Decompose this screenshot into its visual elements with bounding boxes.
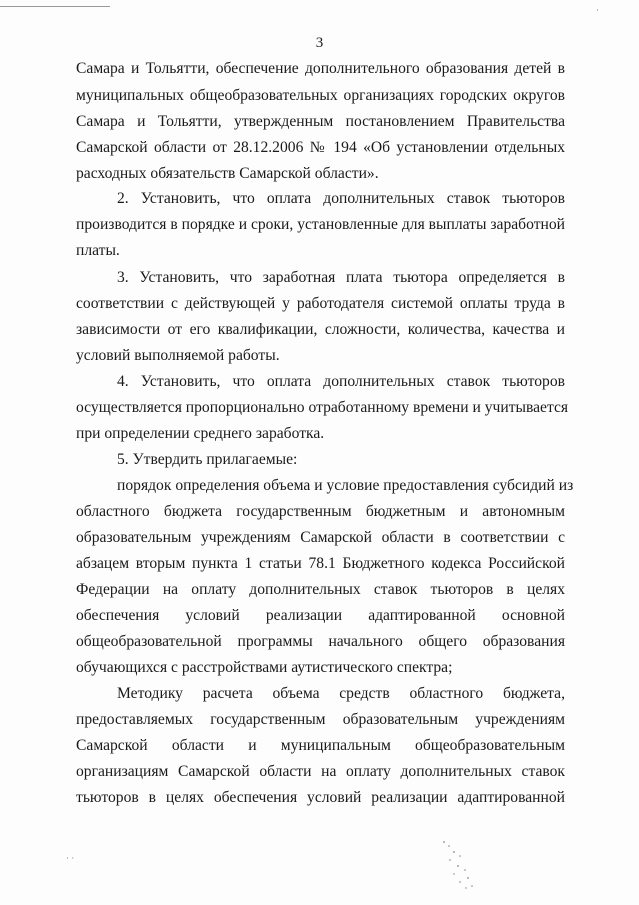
scan-speck: · · xyxy=(66,853,75,863)
text-line: производится в порядке и сроки, установленные для выплаты заработной xyxy=(76,216,565,233)
text-line: Методику расчета объема средств областного бюджета, xyxy=(117,685,565,702)
text-line: Самара и Тольятти, утвержденным постановлением Правительства xyxy=(76,113,565,130)
text-line: при определении среднего заработка. xyxy=(76,425,325,442)
text-line: областного бюджета государственным бюджетным и автономным xyxy=(76,503,565,520)
text-line: организациям Самарской области на оплату дополнительных ставок xyxy=(76,763,565,780)
page-number: 3 xyxy=(315,35,324,51)
text-line: Федерации на оплату дополнительных ставок тьюторов в целях xyxy=(76,581,565,598)
text-line: платы. xyxy=(76,242,120,259)
text-line: 3. Установить, что заработная плата тьютора определяется в xyxy=(117,269,565,286)
text-line: соответствии с действующей у работодателя системой оплаты труда в xyxy=(76,295,565,312)
text-line: 5. Утвердить прилагаемые: xyxy=(117,451,298,468)
scan-noise-graphic xyxy=(440,838,490,894)
text-line: Самарской области и муниципальным общеобразовательным xyxy=(76,737,565,754)
text-line: Самарской области от 28.12.2006 № 194 «Об установлении отдельных xyxy=(76,139,565,156)
text-line: осуществляется пропорционально отработанному времени и учитывается xyxy=(76,399,569,416)
text-line: образовательным учреждениям Самарской области в соответствии с xyxy=(76,529,565,546)
text-line: обеспечения условий реализации адаптированной основной xyxy=(76,607,565,624)
text-line: абзацем вторым пункта 1 статьи 78.1 Бюджетного кодекса Российской xyxy=(76,555,565,572)
scan-speck xyxy=(440,838,490,896)
text-line: 2. Установить, что оплата дополнительных ставок тьюторов xyxy=(117,190,565,207)
text-line: тьюторов в целях обеспечения условий реализации адаптированной xyxy=(76,789,565,806)
text-line: зависимости от его квалификации, сложности, количества, качества и xyxy=(76,321,565,338)
text-line: Самара и Тольятти, обеспечение дополнительного образования детей в xyxy=(76,60,565,77)
text-line: расходных обязательств Самарской области». xyxy=(76,165,379,182)
text-line: порядок определения объема и условие предоставления субсидий из xyxy=(117,477,574,494)
text-line: предоставляемых государственным образовательным учреждениям xyxy=(76,711,565,728)
scan-edge-line xyxy=(0,6,110,7)
text-line: обучающихся с расстройствами аутистического спектра; xyxy=(76,659,453,676)
text-line: муниципальных общеобразовательных организациях городских округов xyxy=(76,87,565,104)
text-line: 4. Установить, что оплата дополнительных ставок тьюторов xyxy=(117,373,565,390)
text-line: условий выполняемой работы. xyxy=(76,347,280,364)
scan-speck: · xyxy=(596,5,599,15)
text-line: общеобразовательной программы начального общего образования xyxy=(76,633,565,650)
